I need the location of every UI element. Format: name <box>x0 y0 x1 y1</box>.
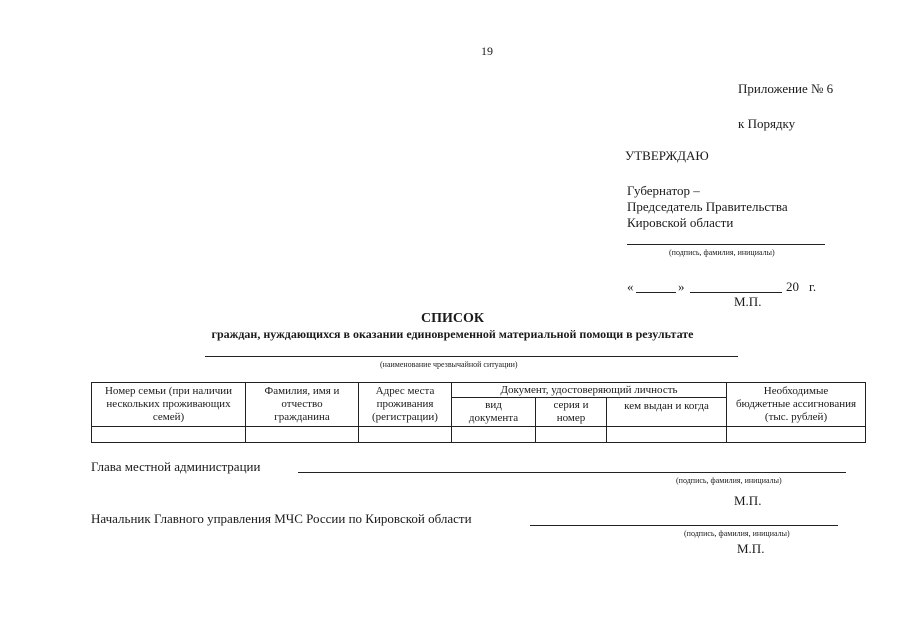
table-cell[interactable] <box>727 427 866 443</box>
approval-position-line1: Губернатор – <box>627 183 700 198</box>
date-month-line <box>690 292 782 293</box>
table-cell[interactable] <box>246 427 359 443</box>
stamp-head: М.П. <box>734 493 762 508</box>
signature-caption-emergency: (подпись, фамилия, инициалы) <box>684 529 790 538</box>
appendix-reference: к Порядку <box>738 116 796 131</box>
situation-caption: (наименование чрезвычайной ситуации) <box>380 360 518 369</box>
date-open-quote: « <box>627 279 634 294</box>
date-year: 20 <box>786 279 799 294</box>
header-address: Адрес места проживания (регистрации) <box>359 383 452 427</box>
citizens-table <box>91 382 866 443</box>
date-close-quote: » <box>678 279 685 294</box>
document-title: СПИСОК <box>420 311 485 326</box>
signature-line-emergency <box>530 525 838 526</box>
approval-position-line2: Председатель Правительства <box>627 199 788 214</box>
approval-signature-caption: (подпись, фамилия, инициалы) <box>669 248 775 257</box>
approval-signature-line <box>627 244 825 245</box>
table-cell[interactable] <box>452 427 536 443</box>
table-cell[interactable] <box>359 427 452 443</box>
table-row <box>92 427 866 443</box>
header-full-name: Фамилия, имя и отчество гражданина <box>246 383 359 427</box>
header-identity-document: Документ, удостоверяющий личность <box>452 383 727 398</box>
header-budget: Необходимые бюджетные ассигнования (тыс. рублей) <box>727 383 866 427</box>
signature-label-head: Глава местной администрации <box>91 459 261 474</box>
header-document-series: серия и номер <box>536 398 607 427</box>
header-document-type: вид документа <box>452 398 536 427</box>
appendix-number: Приложение № 6 <box>738 81 834 96</box>
approval-position-line3: Кировской области <box>627 215 734 230</box>
signature-caption-head: (подпись, фамилия, инициалы) <box>676 476 782 485</box>
situation-line <box>205 356 738 357</box>
page-number: 19 <box>481 44 493 58</box>
date-day-line <box>636 292 676 293</box>
stamp-emergency: М.П. <box>737 541 765 556</box>
table-cell[interactable] <box>536 427 607 443</box>
table-cell[interactable] <box>92 427 246 443</box>
date-year-suffix: г. <box>809 279 817 294</box>
header-family-number: Номер семьи (при наличии нескольких проживающих семей) <box>92 383 246 427</box>
header-document-issued: кем выдан и когда <box>607 398 727 427</box>
document-subtitle: граждан, нуждающихся в оказании единовременной материальной помощи в результате <box>211 327 694 341</box>
approval-title: УТВЕРЖДАЮ <box>625 148 709 163</box>
table-cell[interactable] <box>607 427 727 443</box>
approval-stamp: М.П. <box>734 294 762 309</box>
signature-line-head <box>298 472 846 473</box>
signature-label-emergency: Начальник Главного управления МЧС России по Кировской области <box>91 511 472 526</box>
